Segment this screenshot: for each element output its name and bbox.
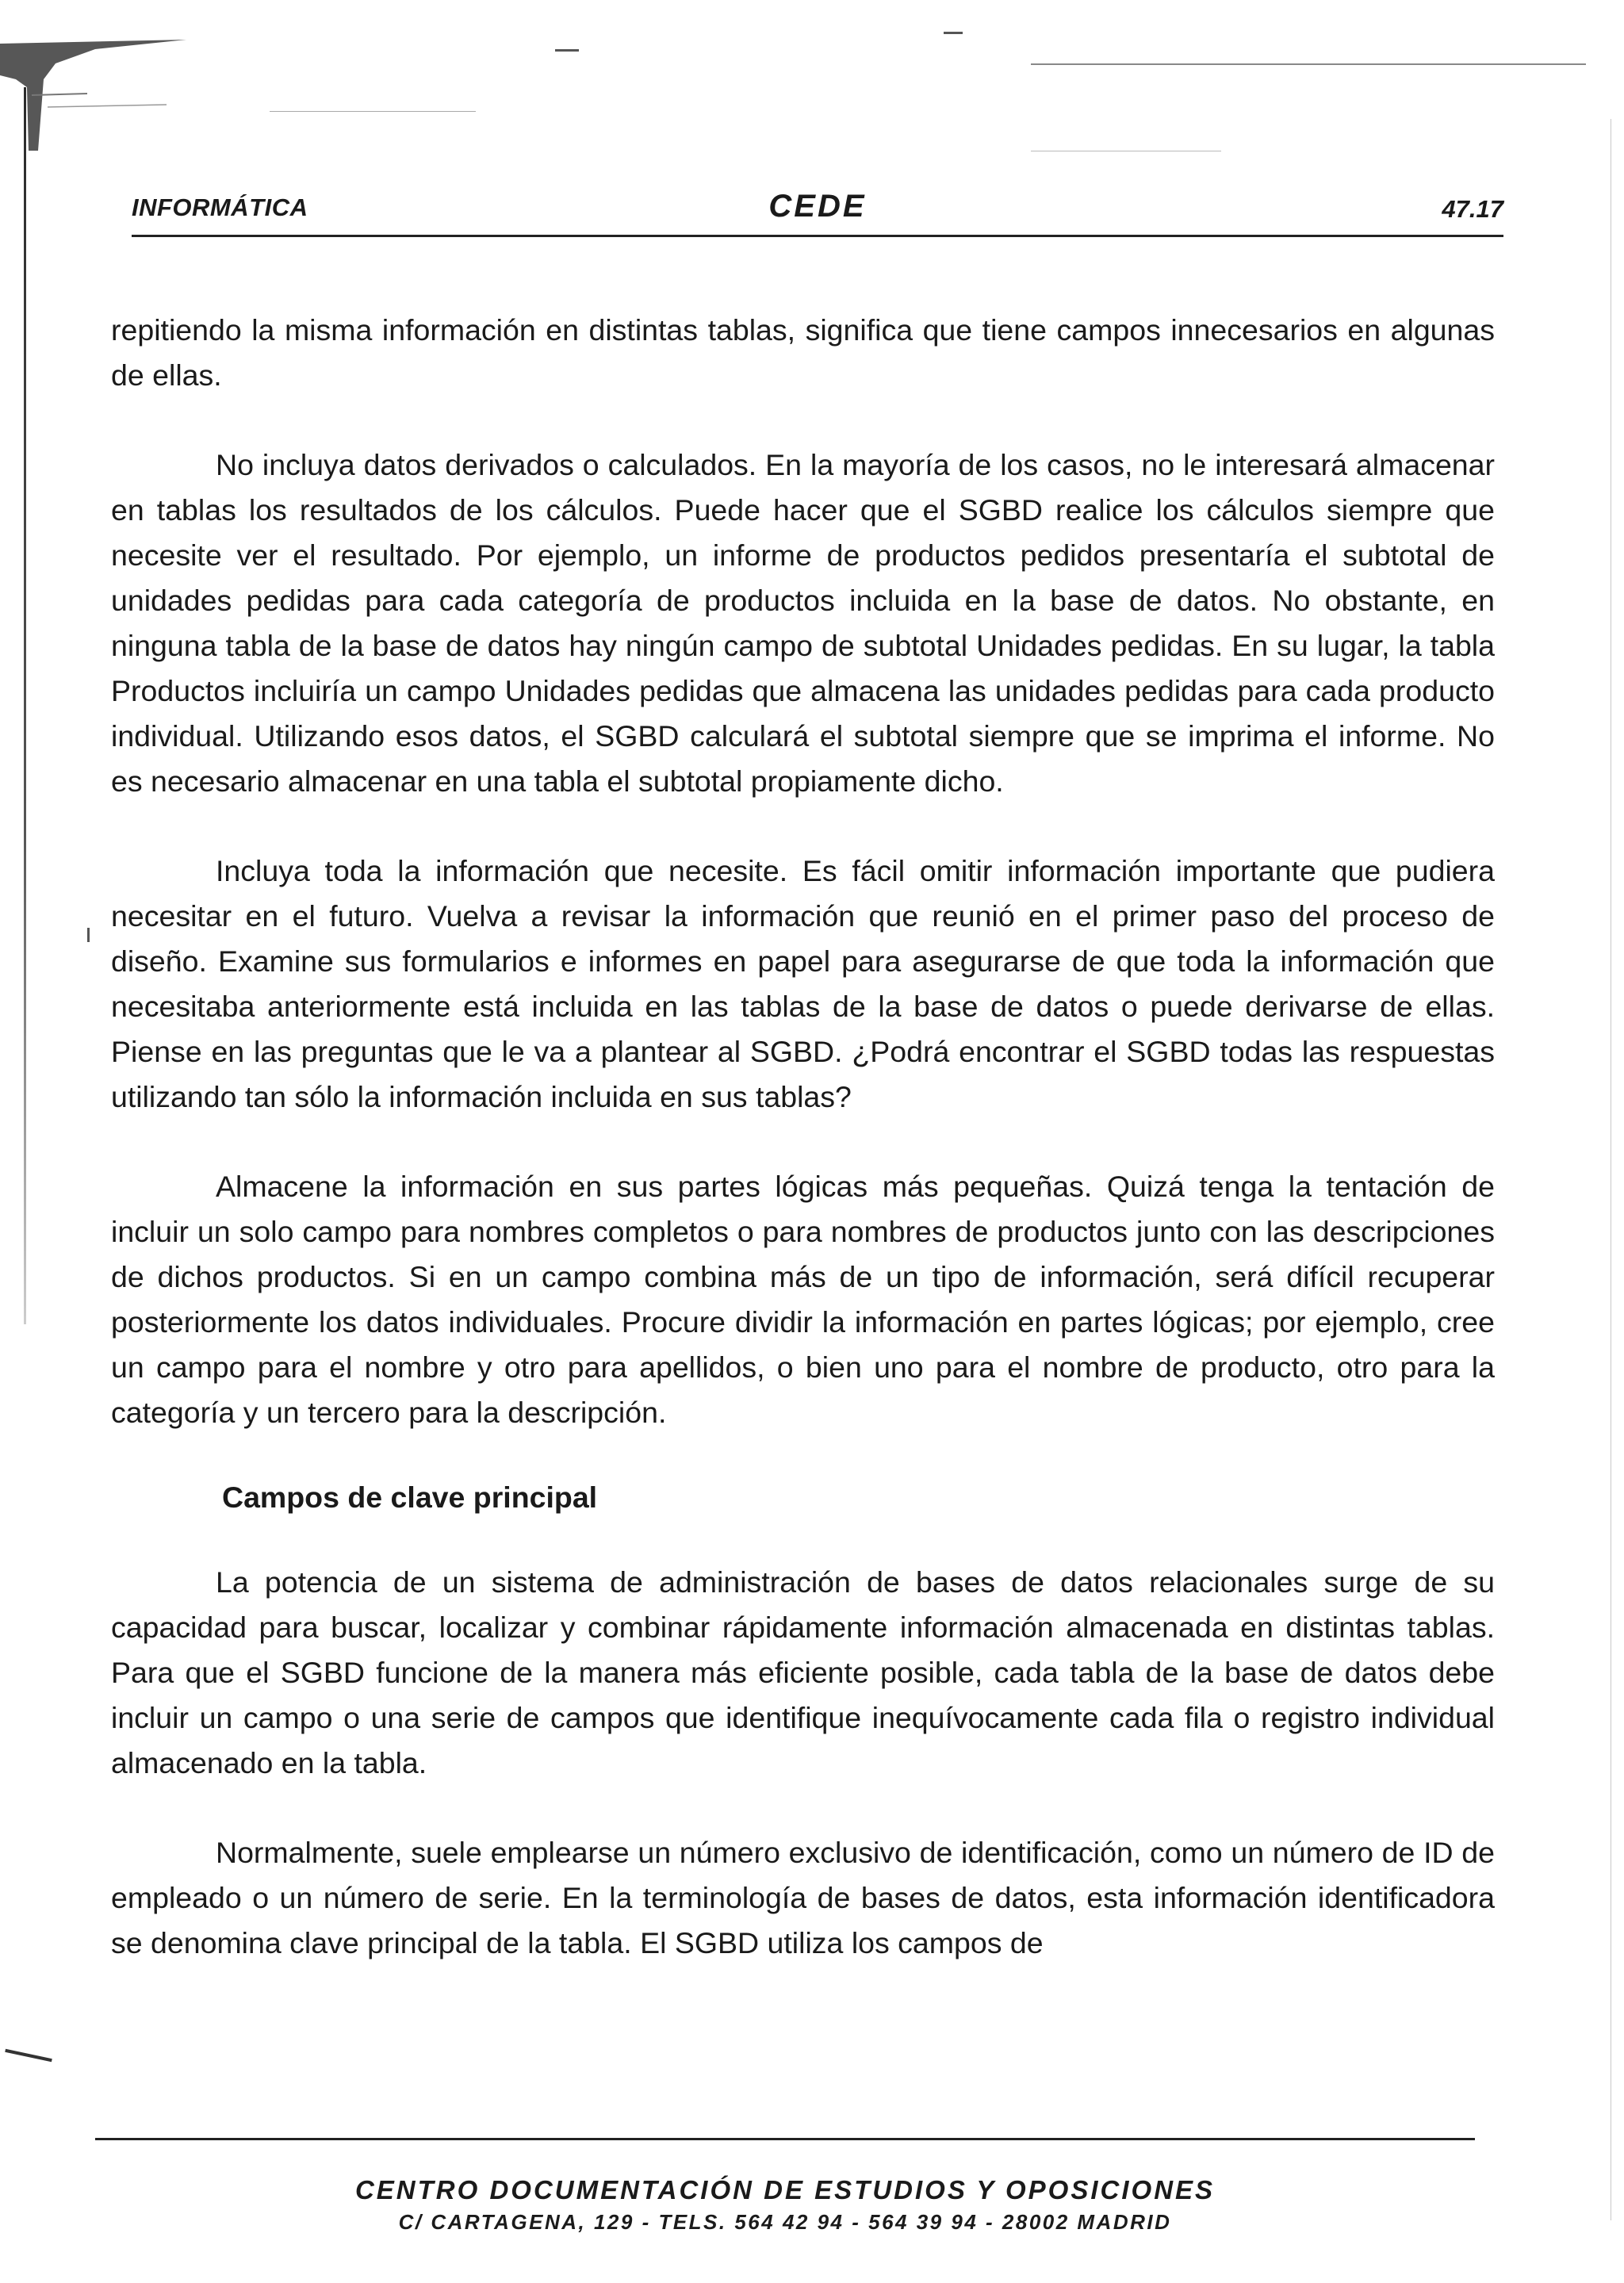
paragraph: No incluya datos derivados o calculados. En la mayoría de los casos, no le interesará almacenar en tablas los resultados de los cálculos. Puede hacer que el SGBD realice los cálculos siempre que necesite ver el resultado. Por ejemplo, un informe de productos pedidos presentaría el subtotal de unidades pedidas para cada categoría de productos incluida en la base de datos. No obstante, en ninguna tabla de la base de datos hay ningún campo de subtotal Unidades pedidas. En su lugar, la tabla Productos incluiría un campo Unidades pedidas que almacena las unidades pedidas para cada producto individual. Utilizando esos datos, el SGBD calculará el subtotal siempre que se imprima el informe. No es necesario almacenar en una tabla el subtotal propiamente dicho. [111, 448, 1495, 798]
footer-divider [95, 2138, 1475, 2140]
footer-address: C/ CARTAGENA, 129 - TELS. 564 42 94 - 564 39 94 - 28002 MADRID [398, 2210, 1172, 2234]
paragraph: repitiendo la misma información en distintas tablas, significa que tiene campos innecesarios en algunas de ellas. [111, 313, 1495, 392]
header-subject: INFORMÁTICA [132, 193, 308, 221]
scan-top-line [1031, 63, 1586, 65]
scan-corner-artifact [0, 32, 190, 151]
scan-mark [555, 49, 579, 52]
page-header [132, 189, 1503, 228]
header-logo-text: CEDE [768, 189, 867, 224]
section-heading: Campos de clave principal [222, 1481, 598, 1514]
scan-margin-line [24, 87, 26, 1324]
scan-mark [944, 32, 963, 34]
header-divider [132, 235, 1503, 237]
scan-mark [87, 928, 90, 942]
page-number: 47.17 [1442, 195, 1503, 223]
footer-organization: CENTRO DOCUMENTACIÓN DE ESTUDIOS Y OPOSICIONES [354, 2175, 1216, 2204]
paragraph: Incluya toda la información que necesite. Es fácil omitir información importante que pudiera necesitar en el futuro. Vuelva a revisar la información que reunió en el primer paso del proceso de diseño. Examine sus formularios e informes en papel para asegurarse de que toda la información que necesitaba anteriormente está incluida en las tablas de la base de datos o puede derivarse de ellas. Piense en las preguntas que le va a plantear al SGBD. ¿Podrá encontrar el SGBD todas las respuestas utilizando tan sólo la información incluida en sus tablas? [111, 854, 1495, 1113]
paragraph: Normalmente, suele emplearse un número exclusivo de identificación, como un número de ID de empleado o un número de serie. En la terminología de bases de datos, esta información identificadora se denomina clave principal de la tabla. El SGBD utiliza los campos de [111, 1836, 1495, 1959]
paragraph: Almacene la información en sus partes lógicas más pequeñas. Quizá tenga la tentación de incluir un solo campo para nombres completos o para nombres de productos junto con las descripciones de dichos productos. Si en un campo combina más de un tipo de información, será difícil recuperar posteriormente los datos individuales. Procure dividir la información en partes lógicas; por ejemplo, cree un campo para el nombre y otro para apellidos, o bien uno para el nombre de producto, otro para la categoría y un tercero para la descripción. [111, 1170, 1495, 1429]
paragraph: La potencia de un sistema de administración de bases de datos relacionales surge de su capacidad para buscar, localizar y combinar rápidamente información almacenada en distintas tablas. Para que el SGBD funcione de la manera más eficiente posible, cada tabla de la base de datos debe incluir un campo o una serie de campos que identifique inequívocamente cada fila o registro individual almacenado en la tabla. [111, 1565, 1495, 1779]
scan-mark [270, 111, 476, 112]
page-body [111, 308, 1495, 2010]
page-footer [95, 2173, 1475, 2236]
scan-mark [5, 2049, 52, 2062]
